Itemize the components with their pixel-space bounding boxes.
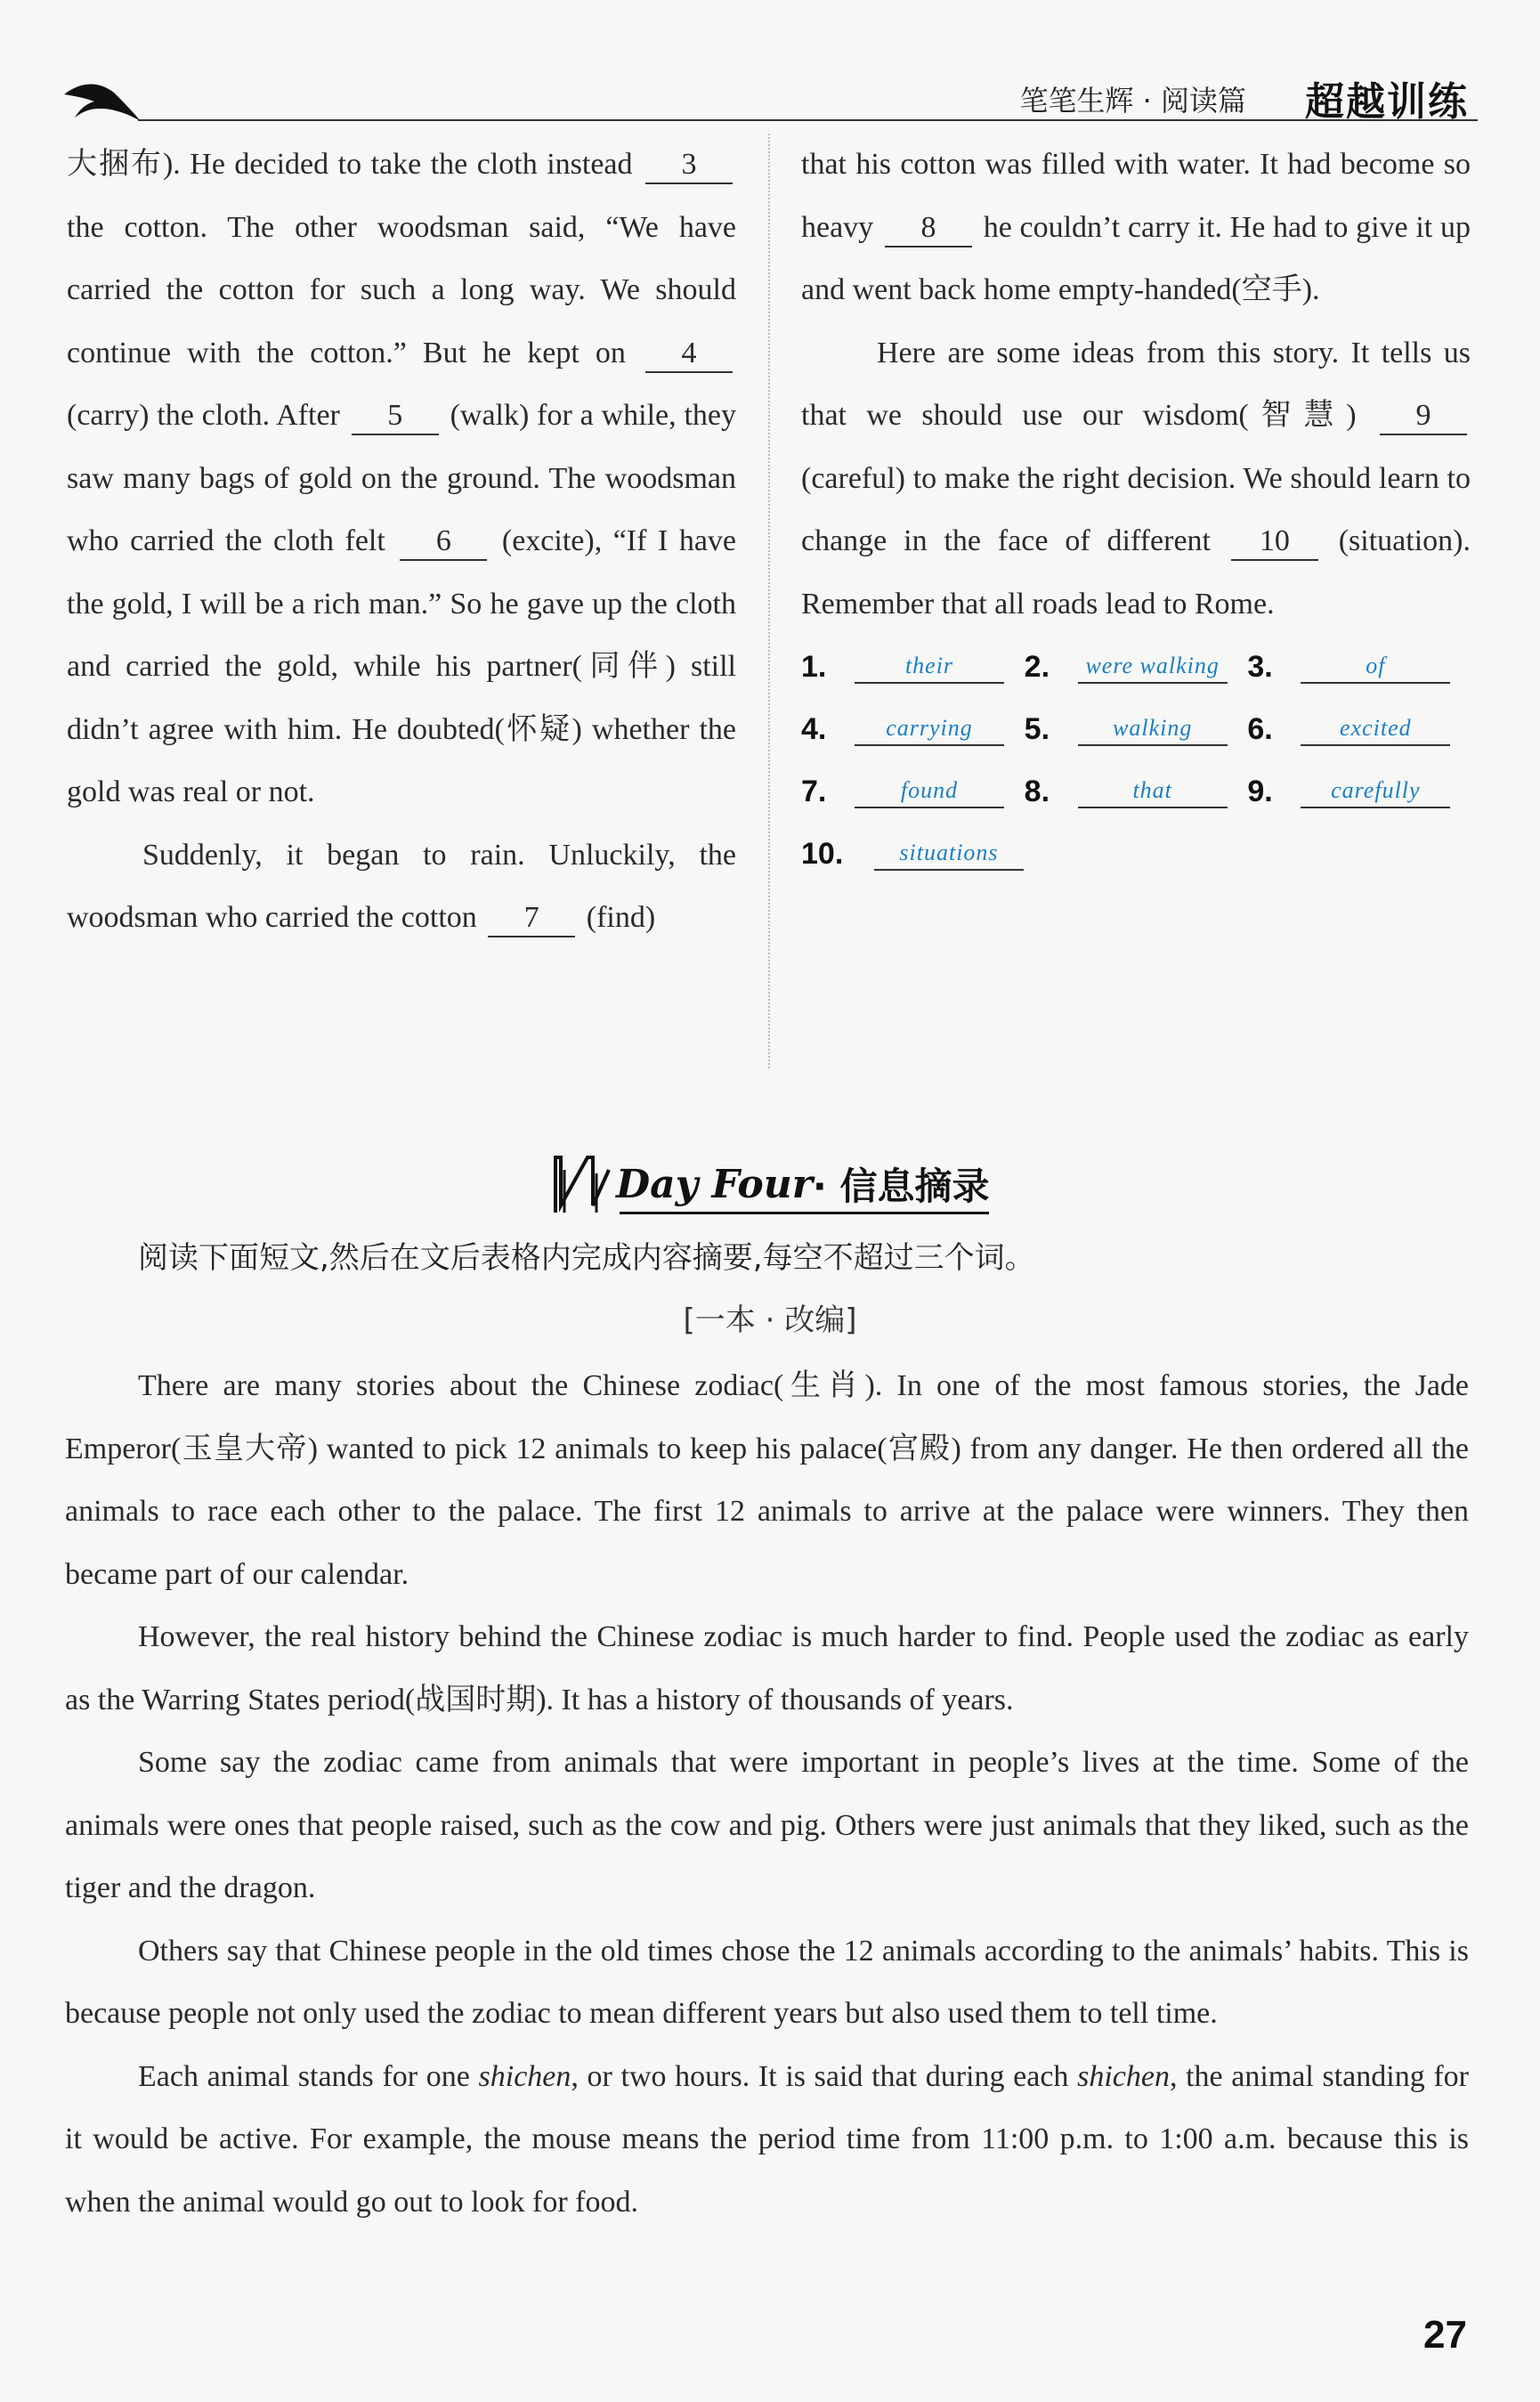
text-run: that his cotton was filled with water. It had become so heavy bbox=[801, 148, 1471, 244]
article-paragraph: There are many stories about the Chinese zodiac(生肖). In one of the most famous stories, the Jade Emperor(玉皇大帝) wanted to pick 12 animals to keep his palace(宫殿) from any danger. He then ordered all the animals to race each other to the palace. The first 12 animals to arrive at the palace were winners. They then became part of our calendar. bbox=[65, 1369, 1469, 1591]
text-run: , or two hours. It is said that during each bbox=[571, 2059, 1069, 2093]
article bbox=[65, 1355, 1469, 2234]
text-run: (excite), “If I have the gold, I will be a rich man.” So he gave up the cloth and carried the gold, while his partner(同伴) still didn’t agree with him. He doubted(怀疑) whether the gold was real or not. bbox=[67, 524, 737, 808]
article-paragraph bbox=[65, 2046, 1469, 2235]
answer-item bbox=[1247, 698, 1471, 761]
left-paragraph-1 bbox=[67, 134, 736, 824]
text-run: , the animal standing for it would be active. For example, the mouse means the period time from 11:00 p.m. to 1:00 a.m. because this is when the animal would go out to look for food. bbox=[65, 2059, 1470, 2219]
brand-title: 超越训练 bbox=[1305, 79, 1469, 125]
text-run: Each animal stands for one bbox=[138, 2059, 470, 2093]
text-run: (situation). Remember that all roads lead to Rome. bbox=[801, 524, 1471, 621]
article-paragraph: Others say that Chinese people in the old times chose the 12 animals according to the animals’ habits. This is because people not only used the zodiac to mean different years but also used them to tell time. bbox=[65, 1934, 1469, 2030]
text-run: (carry) the cloth. After bbox=[67, 399, 340, 432]
column-divider bbox=[768, 134, 770, 1068]
page-header bbox=[62, 69, 1478, 132]
article-paragraph: However, the real history behind the Chinese zodiac is much harder to find. People used the zodiac as early as the Warring States period(战国时期). It has a history of thousands of years. bbox=[65, 1620, 1469, 1716]
text-run: the cotton. The other woodsman said, “We have carried the cotton for such a long way. We should continue with the cotton.” But he kept on bbox=[67, 210, 736, 369]
answer-number: 2. bbox=[1024, 649, 1050, 684]
answer-number: 9. bbox=[1247, 774, 1273, 808]
answer-value: of bbox=[1301, 650, 1450, 684]
day-logo-icon bbox=[552, 1152, 614, 1216]
answer-value: situations bbox=[874, 837, 1024, 871]
answer-item bbox=[801, 760, 1025, 824]
text-run: (walk) for a while, they saw many bags of gold on the ground. The woodsman who carried the cloth felt bbox=[67, 399, 736, 557]
text-run: he couldn’t carry it. He had to give it up and went back home empty-handed(空手). bbox=[801, 210, 1471, 306]
answer-number: 8. bbox=[1024, 774, 1050, 808]
answer-item bbox=[1247, 636, 1471, 699]
series-title: 笔笔生辉 · 阅读篇 bbox=[1019, 84, 1246, 118]
page-number: 27 bbox=[1423, 2313, 1467, 2357]
right-paragraph-2 bbox=[801, 322, 1471, 637]
bird-logo-icon bbox=[62, 77, 142, 123]
text-run: Suddenly, it began to rain. Unluckily, the woodsman who carried the cotton bbox=[67, 838, 736, 934]
answer-value: were walking bbox=[1078, 650, 1228, 684]
left-column bbox=[67, 134, 736, 950]
blank-8: 8 bbox=[885, 210, 972, 248]
source-tag: [一本 · 改编] bbox=[683, 1302, 857, 1338]
answer-item bbox=[1025, 698, 1248, 761]
answer-item bbox=[1025, 636, 1248, 699]
text-run: Here are some ideas from this story. It tells us that we should use our wisdom(智慧) bbox=[801, 336, 1471, 432]
answer-value: walking bbox=[1078, 712, 1228, 746]
answer-row bbox=[801, 760, 1471, 823]
answer-item bbox=[801, 636, 1025, 699]
text-run: (find) bbox=[586, 901, 656, 934]
answer-number: 4. bbox=[801, 711, 827, 746]
answer-value: carrying bbox=[855, 712, 1004, 746]
article-paragraph: Some say the zodiac came from animals that were important in people’s lives at the time. Some of the animals were ones that people raised, such as the cow and pig. Others were just animals that they liked, such as the tiger and the dragon. bbox=[65, 1746, 1469, 1904]
right-paragraph-1 bbox=[801, 134, 1471, 322]
answer-row bbox=[801, 823, 1471, 885]
blank-4: 4 bbox=[645, 336, 733, 373]
blank-5: 5 bbox=[352, 398, 439, 435]
answer-key bbox=[801, 636, 1471, 885]
blank-9: 9 bbox=[1380, 398, 1467, 435]
blank-6: 6 bbox=[400, 523, 487, 561]
header-rule bbox=[138, 119, 1478, 121]
answer-number: 3. bbox=[1247, 649, 1273, 684]
italic-term: shichen bbox=[1077, 2059, 1170, 2093]
answer-value: found bbox=[855, 775, 1004, 808]
title-underline bbox=[620, 1212, 989, 1214]
answer-value: their bbox=[855, 650, 1004, 684]
answer-number: 10. bbox=[801, 836, 844, 871]
section-title bbox=[552, 1148, 989, 1220]
answer-value: excited bbox=[1301, 712, 1450, 746]
day-label: Day Four bbox=[616, 1161, 813, 1207]
answer-number: 5. bbox=[1024, 711, 1050, 746]
answer-number: 1. bbox=[801, 649, 827, 684]
answer-number: 7. bbox=[801, 774, 827, 808]
answer-item bbox=[1025, 760, 1248, 824]
blank-7: 7 bbox=[488, 900, 575, 937]
answer-number: 6. bbox=[1247, 711, 1273, 746]
answer-value: carefully bbox=[1301, 775, 1450, 808]
italic-term: shichen bbox=[478, 2059, 571, 2093]
text-run: 大捆布). He decided to take the cloth instead bbox=[67, 148, 633, 181]
blank-10: 10 bbox=[1231, 523, 1318, 561]
answer-item bbox=[801, 823, 1029, 886]
instruction: 阅读下面短文,然后在文后表格内完成内容摘要,每空不超过三个词。 bbox=[138, 1240, 1035, 1276]
answer-row bbox=[801, 698, 1471, 760]
answer-value: that bbox=[1078, 775, 1228, 808]
text-run: (careful) to make the right decision. We should learn to change in the face of different bbox=[801, 461, 1471, 557]
right-column bbox=[801, 134, 1471, 885]
section-title-cn: · 信息摘录 bbox=[812, 1164, 990, 1208]
left-paragraph-2 bbox=[67, 824, 736, 950]
answer-item bbox=[801, 698, 1025, 761]
blank-3: 3 bbox=[645, 147, 733, 184]
answer-item bbox=[1247, 760, 1471, 824]
answer-row bbox=[801, 636, 1471, 698]
